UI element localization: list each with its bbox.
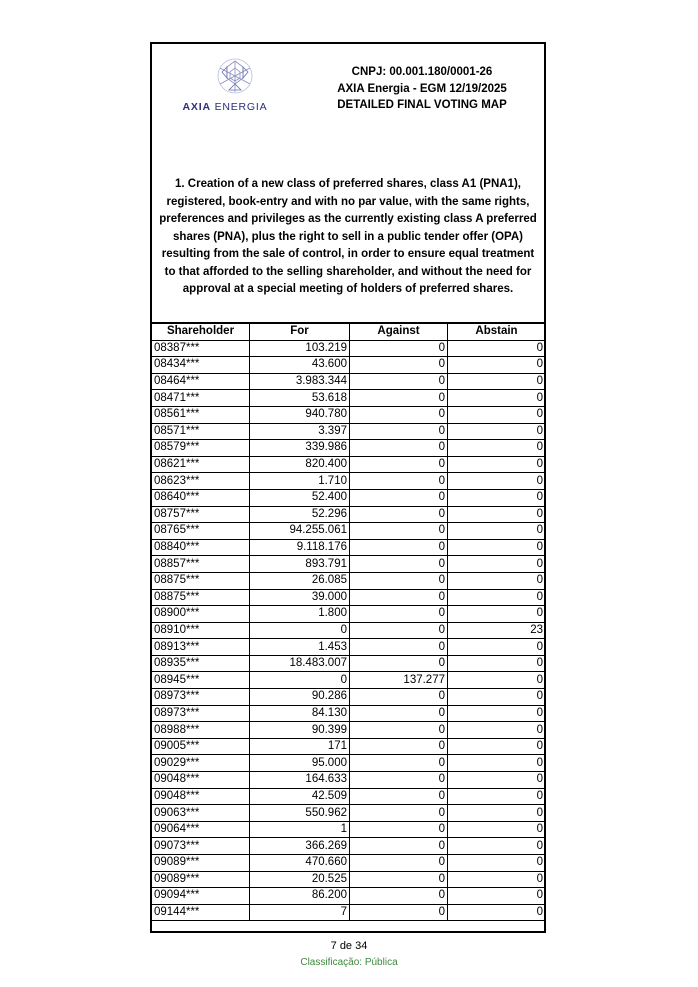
table-row bbox=[152, 539, 546, 556]
table-row bbox=[152, 705, 546, 722]
cnpj-label: CNPJ: 00.001.180/0001-26 bbox=[351, 66, 493, 78]
for-cell: 171 bbox=[250, 738, 350, 755]
against-cell: 0 bbox=[350, 622, 448, 639]
column-header-for: For bbox=[250, 323, 350, 340]
logo-brand-light: ENERGIA bbox=[214, 101, 268, 113]
table-row bbox=[152, 689, 546, 706]
table-row bbox=[152, 523, 546, 540]
shareholder-cell: 09064*** bbox=[152, 821, 250, 838]
shareholder-cell: 08464*** bbox=[152, 373, 250, 390]
table-row bbox=[152, 821, 546, 838]
abstain-cell: 0 bbox=[448, 340, 546, 357]
table-row bbox=[152, 473, 546, 490]
for-cell: 0 bbox=[250, 622, 350, 639]
shareholder-cell: 08561*** bbox=[152, 406, 250, 423]
for-cell: 90.399 bbox=[250, 722, 350, 739]
logo-brand-bold: AXIA bbox=[182, 101, 211, 113]
for-cell: 1.800 bbox=[250, 606, 350, 623]
abstain-cell: 0 bbox=[448, 722, 546, 739]
shareholder-cell: 09005*** bbox=[152, 738, 250, 755]
shareholder-cell: 08434*** bbox=[152, 357, 250, 374]
shareholder-cell: 09089*** bbox=[152, 855, 250, 872]
against-cell: 0 bbox=[350, 523, 448, 540]
abstain-cell: 0 bbox=[448, 489, 546, 506]
for-cell: 366.269 bbox=[250, 838, 350, 855]
for-cell: 84.130 bbox=[250, 705, 350, 722]
table-row bbox=[152, 556, 546, 573]
shareholder-cell: 09048*** bbox=[152, 772, 250, 789]
against-cell: 0 bbox=[350, 572, 448, 589]
shareholder-cell: 09063*** bbox=[152, 805, 250, 822]
against-cell: 0 bbox=[350, 888, 448, 905]
shareholder-cell: 08623*** bbox=[152, 473, 250, 490]
shareholder-cell: 08945*** bbox=[152, 672, 250, 689]
table-row bbox=[152, 639, 546, 656]
abstain-cell: 0 bbox=[448, 639, 546, 656]
abstain-cell: 0 bbox=[448, 357, 546, 374]
table-row bbox=[152, 340, 546, 357]
table-row bbox=[152, 722, 546, 739]
table-header-row bbox=[152, 323, 546, 340]
against-cell: 0 bbox=[350, 689, 448, 706]
table-row bbox=[152, 888, 546, 905]
shareholder-cell: 08988*** bbox=[152, 722, 250, 739]
table-row bbox=[152, 655, 546, 672]
shareholder-cell: 09089*** bbox=[152, 871, 250, 888]
for-cell: 1.710 bbox=[250, 473, 350, 490]
shareholder-cell: 08910*** bbox=[152, 622, 250, 639]
table-row bbox=[152, 589, 546, 606]
table-row bbox=[152, 506, 546, 523]
document-header bbox=[152, 44, 544, 162]
shareholder-cell: 08900*** bbox=[152, 606, 250, 623]
table-row bbox=[152, 805, 546, 822]
shareholder-cell: 08640*** bbox=[152, 489, 250, 506]
against-cell: 0 bbox=[350, 772, 448, 789]
table-row bbox=[152, 672, 546, 689]
shareholder-cell: 08579*** bbox=[152, 440, 250, 457]
against-cell: 0 bbox=[350, 755, 448, 772]
for-cell: 7 bbox=[250, 904, 350, 921]
shareholder-cell: 08840*** bbox=[152, 539, 250, 556]
for-cell: 1 bbox=[250, 821, 350, 838]
table-row bbox=[152, 423, 546, 440]
column-header-abstain: Abstain bbox=[448, 323, 546, 340]
table-row bbox=[152, 489, 546, 506]
against-cell: 0 bbox=[350, 440, 448, 457]
abstain-cell: 0 bbox=[448, 589, 546, 606]
abstain-cell: 0 bbox=[448, 705, 546, 722]
for-cell: 3.397 bbox=[250, 423, 350, 440]
for-cell: 550.962 bbox=[250, 805, 350, 822]
abstain-cell: 0 bbox=[448, 904, 546, 921]
document-title: DETAILED FINAL VOTING MAP bbox=[337, 99, 507, 111]
for-cell: 3.983.344 bbox=[250, 373, 350, 390]
against-cell: 137.277 bbox=[350, 672, 448, 689]
against-cell: 0 bbox=[350, 821, 448, 838]
table-row bbox=[152, 855, 546, 872]
against-cell: 0 bbox=[350, 340, 448, 357]
table-row bbox=[152, 357, 546, 374]
against-cell: 0 bbox=[350, 722, 448, 739]
for-cell: 53.618 bbox=[250, 390, 350, 407]
against-cell: 0 bbox=[350, 456, 448, 473]
against-cell: 0 bbox=[350, 406, 448, 423]
shareholder-cell: 08913*** bbox=[152, 639, 250, 656]
for-cell: 103.219 bbox=[250, 340, 350, 357]
abstain-cell: 0 bbox=[448, 805, 546, 822]
meeting-label: AXIA Energia - EGM 12/19/2025 bbox=[337, 82, 507, 95]
shareholder-cell: 09073*** bbox=[152, 838, 250, 855]
table-row bbox=[152, 406, 546, 423]
against-cell: 0 bbox=[350, 838, 448, 855]
shareholder-cell: 08875*** bbox=[152, 572, 250, 589]
shareholder-cell: 08875*** bbox=[152, 589, 250, 606]
against-cell: 0 bbox=[350, 423, 448, 440]
for-cell: 90.286 bbox=[250, 689, 350, 706]
shareholder-cell: 08571*** bbox=[152, 423, 250, 440]
abstain-cell: 0 bbox=[448, 456, 546, 473]
for-cell: 940.780 bbox=[250, 406, 350, 423]
page-number: 7 de 34 bbox=[330, 940, 368, 952]
shareholder-cell: 08387*** bbox=[152, 340, 250, 357]
abstain-cell: 0 bbox=[448, 523, 546, 540]
table-row bbox=[152, 440, 546, 457]
against-cell: 0 bbox=[350, 904, 448, 921]
against-cell: 0 bbox=[350, 390, 448, 407]
against-cell: 0 bbox=[350, 489, 448, 506]
abstain-cell: 0 bbox=[448, 556, 546, 573]
shareholder-cell: 09094*** bbox=[152, 888, 250, 905]
for-cell: 20.525 bbox=[250, 871, 350, 888]
shareholder-cell: 08935*** bbox=[152, 655, 250, 672]
header-info bbox=[302, 64, 542, 114]
abstain-cell: 0 bbox=[448, 689, 546, 706]
shareholder-cell: 08857*** bbox=[152, 556, 250, 573]
against-cell: 0 bbox=[350, 705, 448, 722]
table-body bbox=[152, 340, 546, 921]
table-row bbox=[152, 738, 546, 755]
against-cell: 0 bbox=[350, 855, 448, 872]
for-cell: 94.255.061 bbox=[250, 523, 350, 540]
geodesic-sphere-icon bbox=[212, 56, 258, 96]
abstain-cell: 23 bbox=[448, 622, 546, 639]
abstain-cell: 0 bbox=[448, 572, 546, 589]
abstain-cell: 0 bbox=[448, 772, 546, 789]
against-cell: 0 bbox=[350, 473, 448, 490]
shareholder-cell: 09144*** bbox=[152, 904, 250, 921]
abstain-cell: 0 bbox=[448, 888, 546, 905]
for-cell: 470.660 bbox=[250, 855, 350, 872]
voting-map-sheet bbox=[150, 42, 546, 933]
against-cell: 0 bbox=[350, 357, 448, 374]
for-cell: 0 bbox=[250, 672, 350, 689]
table-row bbox=[152, 572, 546, 589]
logo-wordmark bbox=[170, 101, 280, 113]
for-cell: 39.000 bbox=[250, 589, 350, 606]
against-cell: 0 bbox=[350, 639, 448, 656]
for-cell: 52.296 bbox=[250, 506, 350, 523]
shareholder-cell: 08621*** bbox=[152, 456, 250, 473]
for-cell: 86.200 bbox=[250, 888, 350, 905]
shareholder-cell: 08973*** bbox=[152, 689, 250, 706]
abstain-cell: 0 bbox=[448, 423, 546, 440]
abstain-cell: 0 bbox=[448, 406, 546, 423]
for-cell: 26.085 bbox=[250, 572, 350, 589]
shareholder-cell: 09048*** bbox=[152, 788, 250, 805]
abstain-cell: 0 bbox=[448, 838, 546, 855]
abstain-cell: 0 bbox=[448, 373, 546, 390]
against-cell: 0 bbox=[350, 788, 448, 805]
against-cell: 0 bbox=[350, 738, 448, 755]
for-cell: 18.483.007 bbox=[250, 655, 350, 672]
table-row bbox=[152, 904, 546, 921]
for-cell: 42.509 bbox=[250, 788, 350, 805]
for-cell: 52.400 bbox=[250, 489, 350, 506]
for-cell: 164.633 bbox=[250, 772, 350, 789]
abstain-cell: 0 bbox=[448, 738, 546, 755]
abstain-cell: 0 bbox=[448, 755, 546, 772]
against-cell: 0 bbox=[350, 871, 448, 888]
against-cell: 0 bbox=[350, 539, 448, 556]
abstain-cell: 0 bbox=[448, 473, 546, 490]
shareholder-cell: 08765*** bbox=[152, 523, 250, 540]
for-cell: 820.400 bbox=[250, 456, 350, 473]
voting-table bbox=[151, 322, 546, 921]
shareholder-cell: 08757*** bbox=[152, 506, 250, 523]
column-header-against: Against bbox=[350, 323, 448, 340]
table-row bbox=[152, 838, 546, 855]
for-cell: 893.791 bbox=[250, 556, 350, 573]
abstain-cell: 0 bbox=[448, 821, 546, 838]
table-row bbox=[152, 755, 546, 772]
abstain-cell: 0 bbox=[448, 440, 546, 457]
table-row bbox=[152, 871, 546, 888]
table-row bbox=[152, 390, 546, 407]
column-header-shareholder: Shareholder bbox=[152, 323, 250, 340]
table-row bbox=[152, 606, 546, 623]
abstain-cell: 0 bbox=[448, 855, 546, 872]
shareholder-cell: 08471*** bbox=[152, 390, 250, 407]
abstain-cell: 0 bbox=[448, 606, 546, 623]
for-cell: 43.600 bbox=[250, 357, 350, 374]
for-cell: 339.986 bbox=[250, 440, 350, 457]
shareholder-cell: 09029*** bbox=[152, 755, 250, 772]
against-cell: 0 bbox=[350, 506, 448, 523]
classification-label: Classificação: Pública bbox=[300, 957, 398, 968]
against-cell: 0 bbox=[350, 805, 448, 822]
for-cell: 95.000 bbox=[250, 755, 350, 772]
against-cell: 0 bbox=[350, 606, 448, 623]
table-row bbox=[152, 772, 546, 789]
abstain-cell: 0 bbox=[448, 390, 546, 407]
company-logo bbox=[170, 56, 280, 116]
agenda-item-text: 1. Creation of a new class of preferred shares, class A1 (PNA1), registered, book-entry and with no par value, with the same rights, preferences and privileges as the currently existing class A preferred shares (PNA), plus the right to sell in a public tender offer (OPA) resulting from the sale of control, in order to ensure equal treatment to that afforded to the selling shareholder, and without the need for approval at a special meeting of holders of preferred shares. bbox=[159, 178, 537, 295]
against-cell: 0 bbox=[350, 589, 448, 606]
shareholder-cell: 08973*** bbox=[152, 705, 250, 722]
against-cell: 0 bbox=[350, 373, 448, 390]
table-row bbox=[152, 788, 546, 805]
table-row bbox=[152, 373, 546, 390]
for-cell: 1.453 bbox=[250, 639, 350, 656]
abstain-cell: 0 bbox=[448, 871, 546, 888]
against-cell: 0 bbox=[350, 655, 448, 672]
abstain-cell: 0 bbox=[448, 539, 546, 556]
abstain-cell: 0 bbox=[448, 672, 546, 689]
abstain-cell: 0 bbox=[448, 788, 546, 805]
abstain-cell: 0 bbox=[448, 506, 546, 523]
table-row bbox=[152, 456, 546, 473]
abstain-cell: 0 bbox=[448, 655, 546, 672]
against-cell: 0 bbox=[350, 556, 448, 573]
table-row bbox=[152, 622, 546, 639]
for-cell: 9.118.176 bbox=[250, 539, 350, 556]
